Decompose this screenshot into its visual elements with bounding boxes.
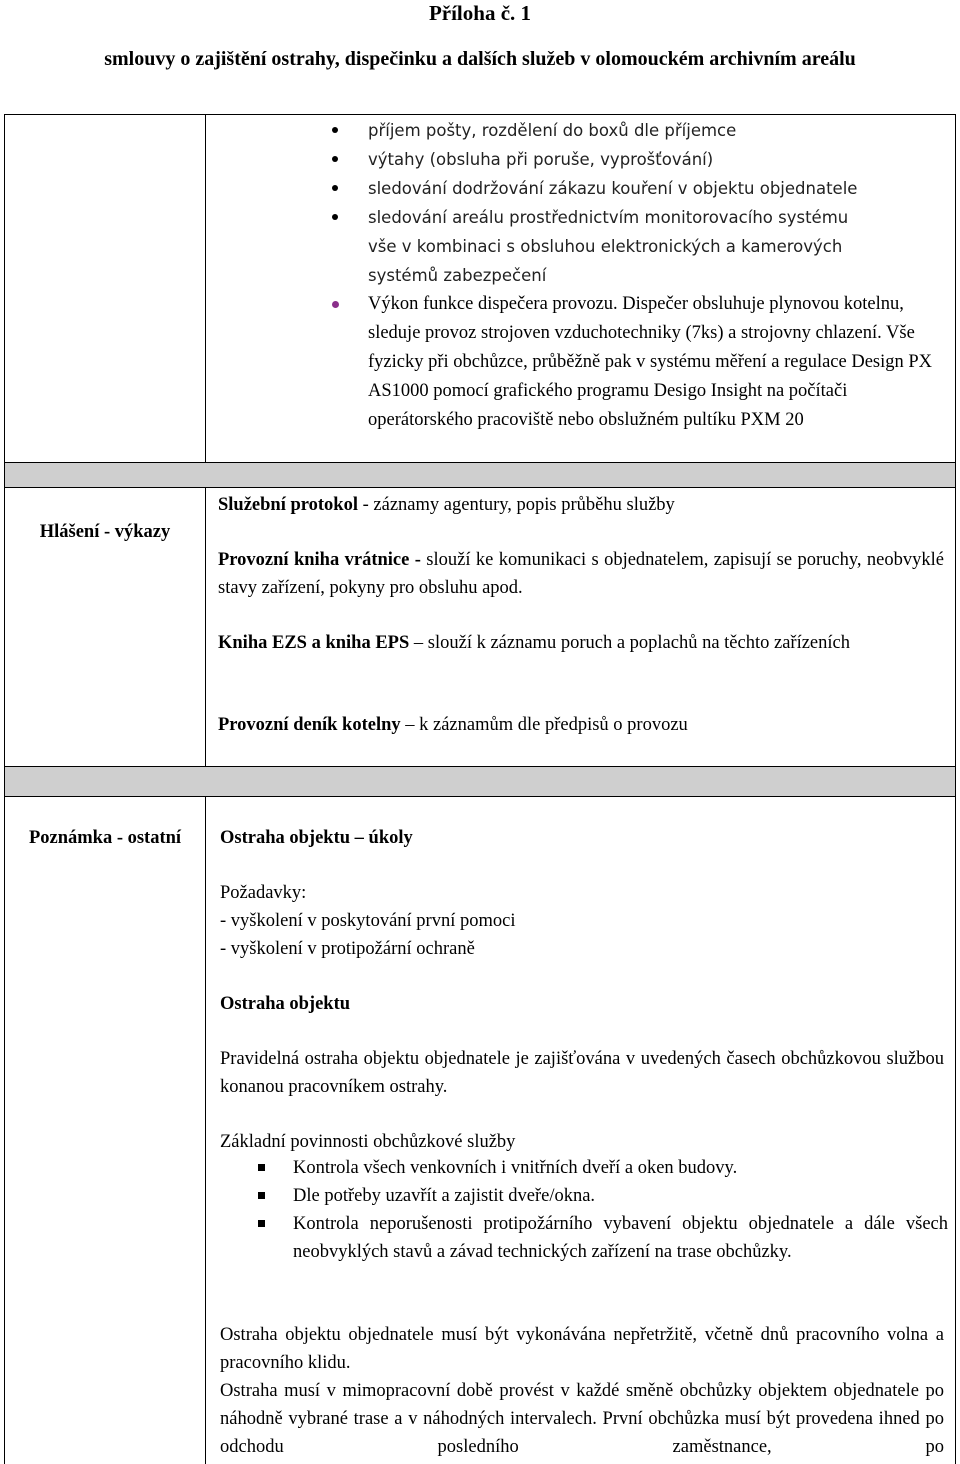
list-item: výtahy (obsluha při poruše, vyprošťování) — [330, 145, 950, 174]
requirements-title: Požadavky: — [220, 883, 307, 903]
table-left-border — [4, 114, 5, 1464]
list-item: příjem pošty, rozdělení do boxů dle příjemce — [330, 116, 950, 145]
requirement-item: - vyškolení v poskytování první pomoci — [220, 911, 516, 931]
table-top-border — [4, 114, 956, 115]
list-item: Výkon funkce dispečera provozu. Dispečer obsluhuje plynovou kotelnu, sleduje provoz strojoven vzduchotechniky (7ks) a strojovny chlazení. Vše fyzicky při obchůzce, průběžně pak v systému měření a regulace Design PX AS1000 pomocí grafického programu Desigo Insight na počítači operátorského pracoviště nebo obslužném pultíku PXM 20 — [330, 290, 950, 435]
separator-band-1 — [5, 462, 955, 487]
bullet-icon — [332, 127, 338, 133]
row2-top-border — [4, 487, 956, 488]
duties-title: Základní povinnosti obchůzkové služby — [220, 1132, 516, 1152]
list-item: Dle potřeby uzavřít a zajistit dveře/okna. — [258, 1182, 948, 1210]
ostraha-paragraph: Pravidelná ostraha objektu objednatele je zajišťována v uvedených časech obchůzkovou službou konanou pracovníkem ostrahy. — [220, 1049, 944, 1097]
provozni-kniha-paragraph: Provozní kniha vrátnice - slouží ke komunikaci s objednatelem, zapisují se poruchy, neobvyklé stavy zařízení, pokyny pro obsluhu apod. — [218, 550, 944, 598]
column-divider-row3 — [205, 796, 206, 1464]
section-heading-ostraha: Ostraha objektu — [220, 994, 351, 1014]
row2-bottom-border — [4, 766, 956, 767]
continuous-guard-paragraph: Ostraha objektu objednatele musí být vykonávána nepřetržitě, včetně dnů pracovního volna a pracovního klidu. — [220, 1325, 944, 1373]
row3-top-border — [4, 796, 956, 797]
bullet-icon — [332, 185, 338, 191]
square-bullet-icon — [258, 1220, 265, 1227]
bullet-icon — [332, 214, 338, 220]
requirement-item: - vyškolení v protipožární ochraně — [220, 939, 475, 959]
document-subtitle: smlouvy o zajištění ostrahy, dispečinku a dalších služeb v olomouckém archivním areálu — [104, 48, 856, 70]
separator-band-2 — [5, 766, 955, 796]
column-divider-row2 — [205, 487, 206, 766]
square-bullet-icon — [258, 1164, 265, 1171]
list-item-continuation: vše v kombinaci s obsluhou elektronických a kamerových systémů zabezpečení — [368, 237, 843, 285]
sluzebni-protokol-paragraph: Služební protokol - záznamy agentury, popis průběhu služby — [218, 495, 675, 515]
bullet-icon — [332, 301, 339, 308]
list-item: sledování dodržování zákazu kouření v objektu objednatele — [330, 174, 950, 203]
services-bullet-list — [330, 116, 950, 435]
square-bullet-icon — [258, 1192, 265, 1199]
column-divider-row1 — [205, 114, 206, 462]
row1-bottom-border — [4, 462, 956, 463]
table-right-border — [955, 114, 956, 1464]
list-item: Kontrola všech venkovních i vnitřních dveří a oken budovy. — [258, 1154, 948, 1182]
patrol-paragraph: Ostraha musí v mimopracovní době provést v každé směně obchůzky objektem objednatele po náhodně vybrané trase a v náhodných intervalech. První obchůzka musí být provedena ihned po odchodu posledního zaměstnance, po — [220, 1381, 944, 1457]
row-label-poznamka: Poznámka - ostatní — [28, 828, 182, 848]
provozni-denik-paragraph: Provozní deník kotelny – k záznamům dle předpisů o provozu — [218, 715, 688, 735]
list-item: sledování areálu prostřednictvím monitorovacího systému — [330, 203, 950, 232]
document-title: Příloha č. 1 — [428, 1, 532, 25]
section-heading-ukoly: Ostraha objektu – úkoly — [220, 828, 413, 848]
row-label-hlaseni: Hlášení - výkazy — [39, 522, 171, 542]
bullet-icon — [332, 156, 338, 162]
duties-list — [258, 1154, 948, 1266]
kniha-ezs-paragraph: Kniha EZS a kniha EPS – slouží k záznamu poruch a poplachů na těchto zařízeních — [218, 633, 850, 653]
list-item: Kontrola neporušenosti protipožárního vybavení objektu objednatele a dále všech neobvyklých stavů a závad technických zařízení na trase obchůzky. — [258, 1210, 948, 1266]
